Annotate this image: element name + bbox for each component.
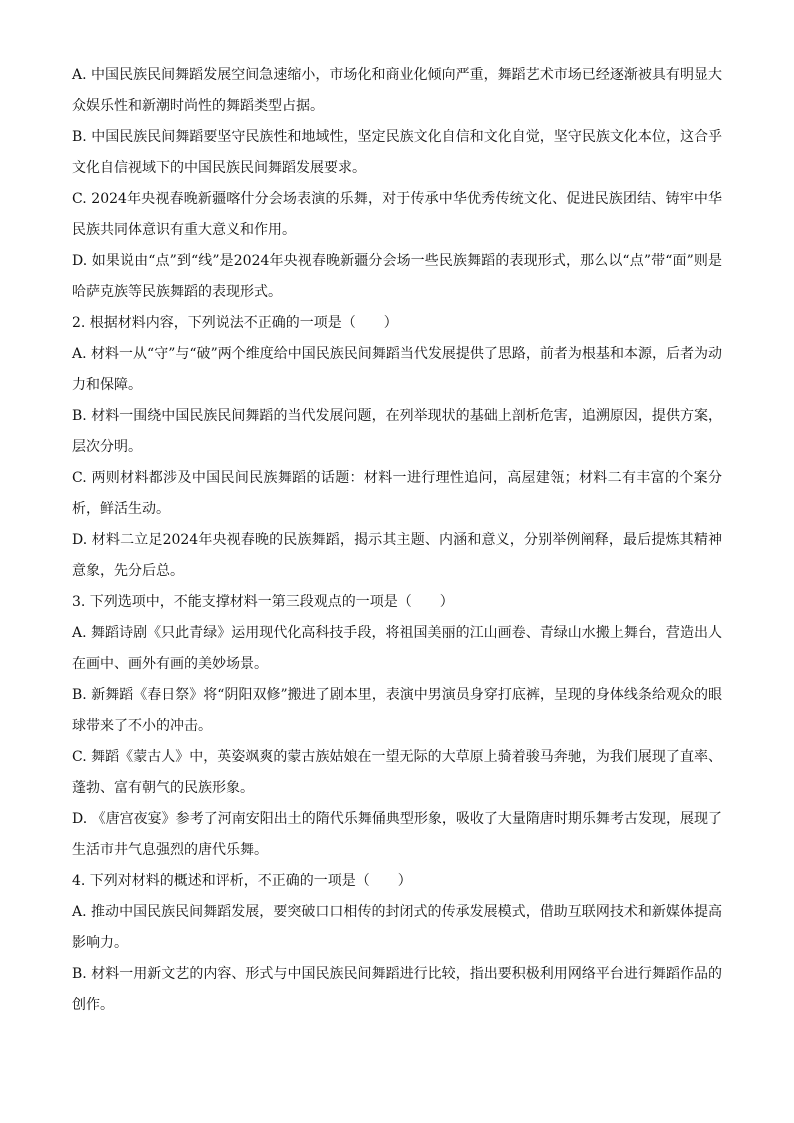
exam-page	[72, 60, 722, 1021]
q3-stem: 3. 下列选项中，不能支撑材料一第三段观点的一项是（ ）	[72, 594, 454, 610]
q3-option-c: C. 舞蹈《蒙古人》中，英姿飒爽的蒙古族姑娘在一望无际的大草原上骑着骏马奔驰，为我们展现了直率、蓬勃、富有朝气的民族形象。	[72, 749, 722, 796]
q2-option-d: D. 材料二立足2024年央视春晚的民族舞蹈，揭示其主题、内涵和意义，分别举例阐释，最后提炼其精神意象，先分后总。	[72, 532, 722, 579]
q3-option-a: A. 舞蹈诗剧《只此青绿》运用现代化高科技手段，将祖国美丽的江山画卷、青绿山水搬上舞台，营造出人在画中、画外有画的美妙场景。	[72, 625, 722, 672]
q4-stem: 4. 下列对材料的概述和评析，不正确的一项是（ ）	[72, 873, 412, 889]
q2-stem: 2. 根据材料内容，下列说法不正确的一项是（ ）	[72, 315, 398, 331]
q3-option-b: B. 新舞蹈《春日祭》将“阴阳双修”搬进了剧本里，表演中男演员身穿打底裤，呈现的身体线条给观众的眼球带来了不小的冲击。	[72, 687, 722, 734]
q1-option-b: B. 中国民族民间舞蹈要坚守民族性和地域性，坚定民族文化自信和文化自觉，坚守民族文化本位，这合乎文化自信视域下的中国民族民间舞蹈发展要求。	[72, 129, 722, 176]
q2-option-c: C. 两则材料都涉及中国民间民族舞蹈的话题：材料一进行理性追问，高屋建瓴；材料二有丰富的个案分析，鲜活生动。	[72, 470, 722, 517]
q2-option-b: B. 材料一围绕中国民族民间舞蹈的当代发展问题，在列举现状的基础上剖析危害，追溯原因，提供方案，层次分明。	[72, 408, 722, 455]
q1-option-c: C. 2024年央视春晚新疆喀什分会场表演的乐舞，对于传承中华优秀传统文化、促进民族团结、铸牢中华民族共同体意识有重大意义和作用。	[72, 191, 722, 238]
q4-option-b: B. 材料一用新文艺的内容、形式与中国民族民间舞蹈进行比较，指出要积极利用网络平台进行舞蹈作品的创作。	[72, 966, 722, 1013]
q2-option-a: A. 材料一从“守”与“破”两个维度给中国民族民间舞蹈当代发展提供了思路，前者为根基和本源，后者为动力和保障。	[72, 346, 722, 393]
q1-option-a: A. 中国民族民间舞蹈发展空间急速缩小，市场化和商业化倾向严重，舞蹈艺术市场已经逐渐被具有明显大众娱乐性和新潮时尚性的舞蹈类型占据。	[72, 67, 722, 114]
q4-option-a: A. 推动中国民族民间舞蹈发展，要突破口口相传的封闭式的传承发展模式，借助互联网技术和新媒体提高影响力。	[72, 904, 722, 951]
q1-option-d: D. 如果说由“点”到“线”是2024年央视春晚新疆分会场一些民族舞蹈的表现形式，那么以“点”带“面”则是哈萨克族等民族舞蹈的表现形式。	[72, 253, 722, 300]
q3-option-d: D. 《唐宫夜宴》参考了河南安阳出土的隋代乐舞俑典型形象，吸收了大量隋唐时期乐舞考古发现，展现了生活市井气息强烈的唐代乐舞。	[72, 811, 722, 858]
